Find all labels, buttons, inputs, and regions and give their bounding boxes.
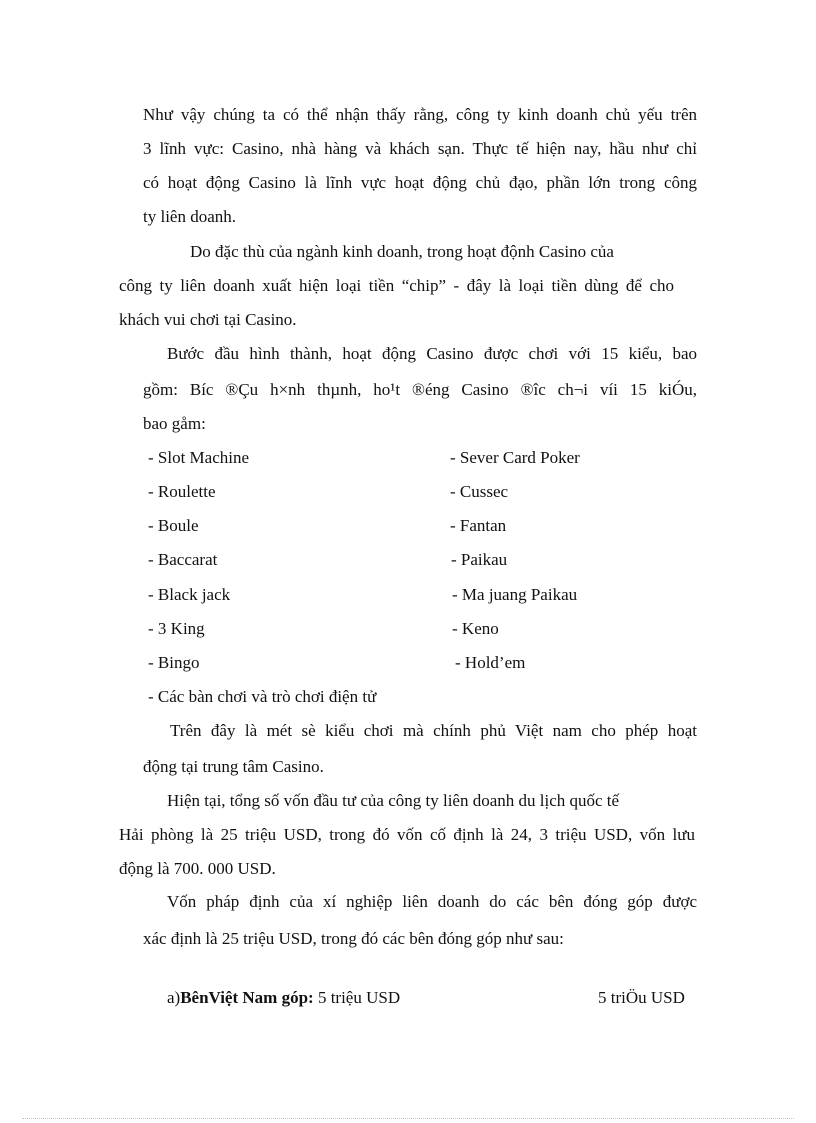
para1-line2: 3 lĩnh vực: Casino, nhà hàng và khách sạn. Thực tế hiện nay, hầu như chỉ bbox=[143, 139, 697, 158]
para5-line3: động là 700. 000 USD. bbox=[119, 859, 276, 878]
game-right-6: - Keno bbox=[452, 619, 499, 638]
game-left-4: - Baccarat bbox=[148, 550, 218, 569]
game-right-3: - Fantan bbox=[450, 516, 507, 535]
para2-line1: Do đặc thù của ngành kinh doanh, trong hoạt độnh Casino của bbox=[190, 242, 614, 261]
game-right-2: - Cussec bbox=[450, 482, 509, 501]
contribution-amount: 5 triệu USD bbox=[313, 988, 401, 1007]
contribution-prefix: a) bbox=[167, 988, 181, 1007]
game-right-7: - Hold’em bbox=[455, 653, 526, 672]
para3-line1: Bước đầu hình thành, hoạt động Casino được chơi với 15 kiểu, bao bbox=[167, 344, 697, 363]
para2-line3: khách vui chơi tại Casino. bbox=[119, 310, 297, 329]
contribution-party: BênViệt Nam góp: bbox=[180, 988, 314, 1007]
para3-line2: gồm: Bíc ®Çu h×nh thµnh, ho¹t ®éng Casino ®îc ch¬i víi 15 kiÓu, bbox=[143, 380, 697, 399]
para1-line3: có hoạt động Casino là lĩnh vực hoạt động chủ đạo, phần lớn trong công bbox=[143, 173, 697, 192]
para5-line1: Hiện tại, tổng số vốn đầu tư của công ty liên doanh du lịch quốc tế bbox=[167, 791, 620, 810]
contribution-line bbox=[167, 987, 400, 1009]
game-left-6: - 3 King bbox=[148, 619, 205, 638]
game-left-1: - Slot Machine bbox=[148, 448, 250, 467]
para4-line1: Trên đây là mét sè kiểu chơi mà chính phủ Việt nam cho phép hoạt bbox=[170, 721, 697, 740]
para5-line2: Hải phòng là 25 triệu USD, trong đó vốn cố định là 24, 3 triệu USD, vốn lưu bbox=[119, 825, 695, 844]
game-right-1: - Sever Card Poker bbox=[450, 448, 580, 467]
para2-line2: công ty liên doanh xuất hiện loại tiền “chip” - đây là loại tiền dùng để cho bbox=[119, 276, 674, 295]
game-left-2: - Roulette bbox=[148, 482, 216, 501]
para3-line3: bao gåm: bbox=[143, 414, 206, 433]
game-left-3: - Boule bbox=[148, 516, 199, 535]
game-right-4: - Paikau bbox=[451, 550, 508, 569]
game-left-5: - Black jack bbox=[148, 585, 231, 604]
para1-line4: ty liên doanh. bbox=[143, 207, 237, 226]
para4-line2: động tại trung tâm Casino. bbox=[143, 757, 324, 776]
para6-line1: Vốn pháp định của xí nghiệp liên doanh do các bên đóng góp được bbox=[167, 892, 697, 911]
para6-line2: xác định là 25 triệu USD, trong đó các bên đóng góp như sau: bbox=[143, 929, 564, 948]
game-last: - Các bàn chơi và trò chơi điện tử bbox=[148, 687, 377, 706]
contribution-right-amount: 5 triÖu USD bbox=[598, 988, 685, 1007]
game-left-7: - Bingo bbox=[148, 653, 200, 672]
page-bottom-divider bbox=[22, 1118, 794, 1119]
game-right-5: - Ma juang Paikau bbox=[452, 585, 578, 604]
para1-line1: Như vậy chúng ta có thể nhận thấy rằng, công ty kinh doanh chủ yếu trên bbox=[143, 105, 697, 124]
